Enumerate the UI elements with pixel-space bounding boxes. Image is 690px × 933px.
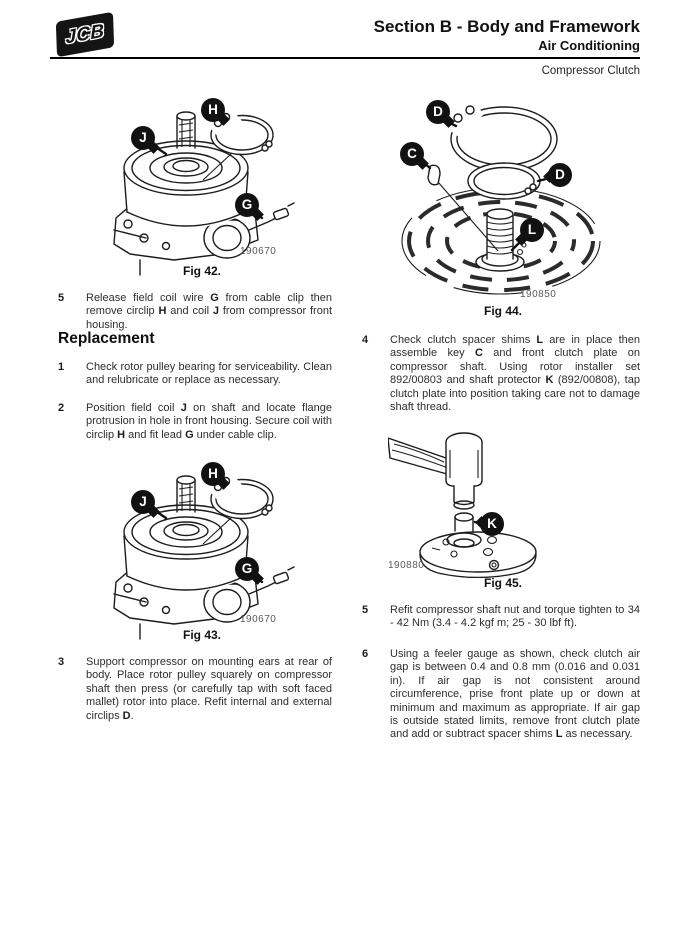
callout-J-icon	[131, 490, 155, 514]
step-number: 3	[58, 656, 65, 668]
callout-letter: D	[433, 104, 443, 120]
callout-J-icon	[131, 126, 155, 150]
jcb-logo	[56, 12, 114, 57]
figure-ref: 190850	[520, 289, 557, 300]
callout-G-icon	[235, 557, 259, 581]
topic-title: Compressor Clutch	[541, 65, 640, 77]
callout-letter: G	[241, 561, 253, 577]
step-number: 2	[58, 402, 65, 414]
header-divider	[50, 57, 640, 59]
callout-letter: K	[487, 516, 497, 532]
callout-letter: G	[241, 197, 253, 213]
step-number: 6	[362, 648, 369, 660]
figure-caption: Fig 45.	[483, 576, 522, 590]
callout-letter: D	[555, 167, 565, 183]
subsection-title: Air Conditioning	[538, 38, 640, 53]
step-text: Check rotor pulley bearing for serviceability. Clean and relubricate or replace as necessary.	[86, 361, 332, 387]
figure-caption: Fig 43.	[182, 628, 221, 642]
figure-caption: Fig 42.	[182, 264, 221, 278]
step-text: Using a feeler gauge as shown, check clutch air gap is between 0.4 and 0.8 mm (0.016 and 0.031 in). If air gap is not consistent around circumference, prise front plate up or down at minimum and maximum as appropriate. If air gap is outside stated limits, remove front clutch plate and add or subtract spacer shims L as necessary.	[390, 648, 640, 741]
step-number: 1	[58, 361, 65, 373]
step-item	[58, 361, 332, 388]
step-number: 5	[362, 604, 369, 616]
replacement-heading: Replacement	[58, 330, 155, 347]
callout-L-icon	[520, 218, 544, 242]
callout-K-icon	[480, 512, 504, 536]
step-item	[58, 656, 332, 723]
callout-letter: H	[208, 102, 218, 118]
step-text: Check clutch spacer shims L are in place then assemble key C and front clutch plate on compressor shaft. Using rotor installer set 892/00803 and shaft protector K (892/00808), tap clutch plate into position taking care not to damage shaft thread.	[390, 334, 641, 414]
figure-caption: Fig 44.	[483, 304, 522, 318]
callout-H-icon	[201, 462, 225, 486]
step-item	[58, 292, 332, 332]
page-header	[374, 16, 640, 54]
callout-D-icon	[426, 100, 450, 124]
step-item	[362, 334, 640, 414]
callout-letter: C	[407, 146, 417, 162]
callout-D-icon	[548, 163, 572, 187]
jcb-logo-text: JCB	[65, 19, 105, 49]
step-number: 5	[58, 292, 65, 304]
step-item	[362, 648, 640, 742]
step-text: Position field coil J on shaft and locate flange protrusion in hole in front housing. Secure coil with circlip H and fit lead G under cable clip.	[86, 402, 332, 441]
callout-H-icon	[201, 98, 225, 122]
callout-letter: J	[139, 130, 147, 146]
figure-ref: 190880	[388, 560, 425, 571]
callout-letter: H	[208, 466, 218, 482]
step-text: Refit compressor shaft nut and torque tighten to 34 - 42 Nm (3.4 - 4.2 kgf m; 25 - 30 lbf ft).	[390, 604, 640, 630]
step-text: Release field coil wire G from cable clip then remove circlip H and coil J from compressor front housing.	[86, 292, 333, 331]
step-number: 4	[362, 334, 369, 346]
step-item	[362, 604, 640, 631]
section-title: Section B - Body and Framework	[373, 17, 640, 36]
callout-letter: L	[527, 222, 537, 238]
fig44-pulley-drawing	[388, 96, 618, 306]
fig43-compressor-drawing	[82, 462, 322, 642]
step-text: Support compressor on mounting ears at rear of body. Place rotor pulley squarely on compressor shaft then press (or carefully tap with soft faced mallet) rotor into place. Refit internal and external circlips D.	[86, 656, 332, 722]
figure-42	[82, 98, 322, 278]
figure-43	[82, 462, 322, 642]
callout-letter: J	[139, 494, 147, 510]
figure-ref: 190670	[240, 614, 277, 625]
callout-C-icon	[400, 142, 424, 166]
figure-ref: 190670	[240, 246, 277, 257]
figure-44	[388, 96, 618, 306]
fig45-hammer-drawing	[388, 428, 618, 578]
fig42-compressor-drawing	[82, 98, 322, 278]
callout-G-icon	[235, 193, 259, 217]
step-item	[58, 402, 332, 442]
figure-45	[388, 428, 618, 578]
